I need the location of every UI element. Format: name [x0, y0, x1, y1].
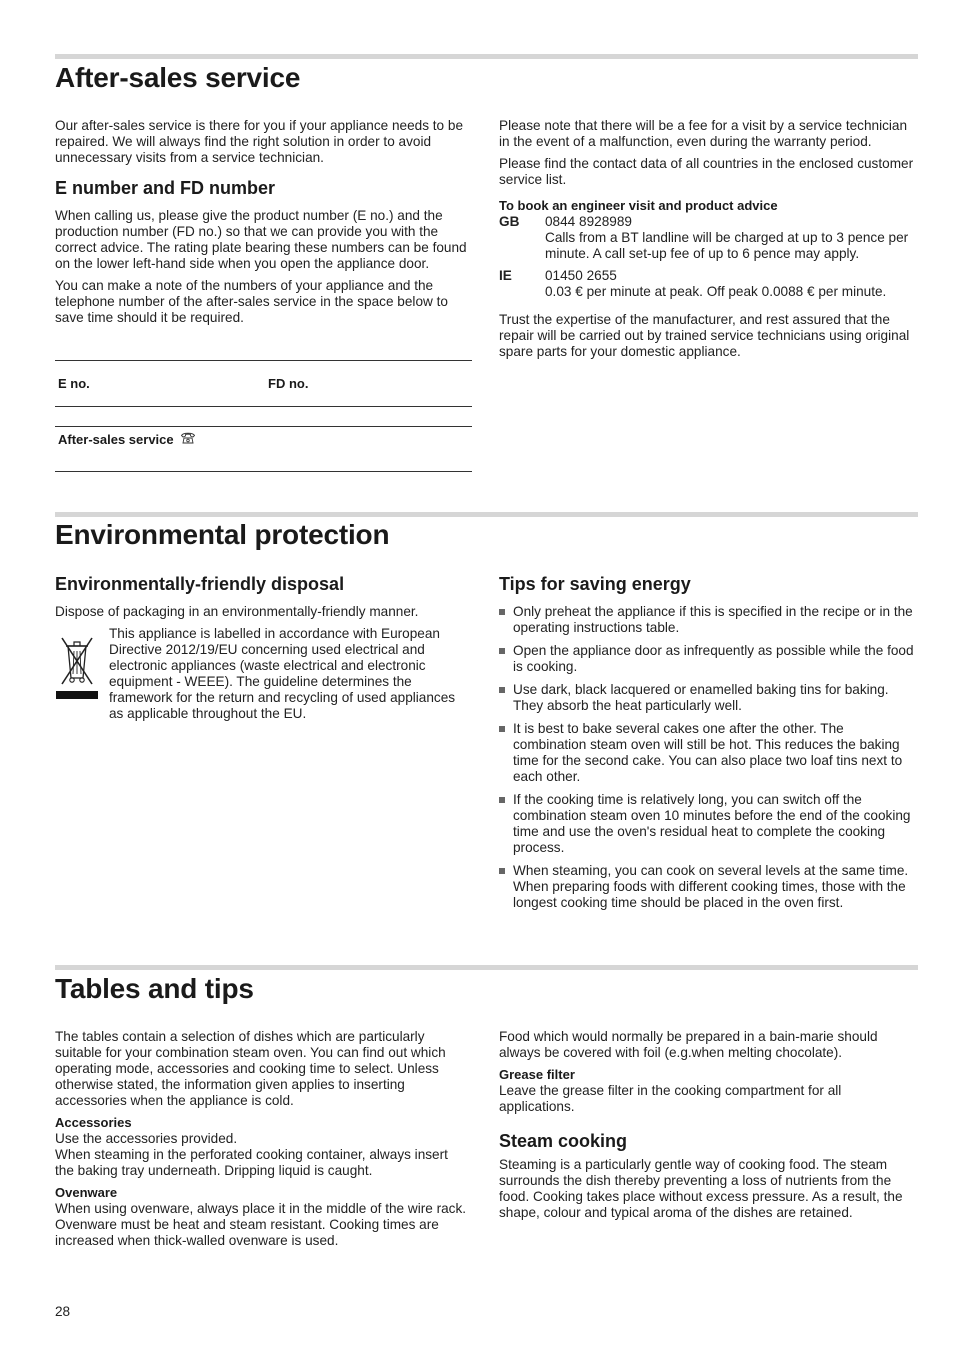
form-line — [55, 360, 472, 361]
accessories-paragraph-2: When steaming in the perforated cooking container, always insert the baking tray underneath. Dripping liquid is caught. — [55, 1147, 448, 1178]
grease-filter-heading: Grease filter — [499, 1067, 575, 1082]
country-code: GB — [499, 214, 520, 229]
accessories-paragraph-1: Use the accessories provided. — [55, 1131, 238, 1146]
tip-text: It is best to bake several cakes one after the other. The combination steam oven will still be hot. This reduces the baking time for the second cake. You can also place two loaf tins next to each other. — [513, 721, 903, 784]
tip-text: When steaming, you can cook on several levels at the same time. When preparing foods with different cooking times, those with the longest cooking time should be placed in the oven first. — [513, 863, 909, 910]
tables-right-column — [499, 1029, 914, 1227]
environment-right-column — [499, 574, 914, 918]
list-item — [499, 643, 914, 675]
grease-filter-paragraph: Leave the grease filter in the cooking compartment for all applications. — [499, 1083, 842, 1114]
fd-no-label: FD no. — [268, 376, 309, 391]
phone-number: 0844 8928989 — [545, 214, 632, 229]
bullet-icon — [499, 687, 505, 693]
enumber-paragraph-2: You can make a note of the numbers of your appliance and the telephone number of the after-sales service in the space below to save time should it be required. — [55, 278, 448, 325]
steam-cooking-heading: Steam cooking — [499, 1131, 628, 1151]
accessories-heading: Accessories — [55, 1115, 132, 1130]
phone-number: 01450 2655 — [545, 268, 617, 283]
after-sales-left-column — [55, 118, 470, 332]
bullet-icon — [499, 868, 505, 874]
tips-heading: Tips for saving energy — [499, 574, 691, 594]
crossed-out-wheelie-bin-icon — [55, 630, 99, 728]
list-item — [499, 682, 914, 714]
form-line — [55, 406, 472, 407]
environment-left-column — [55, 574, 470, 728]
fee-note: Please note that there will be a fee for a visit by a service technician in the event of a malfunction, even during the warranty period. — [499, 118, 908, 149]
list-item — [499, 604, 914, 636]
ovenware-heading: Ovenware — [55, 1185, 118, 1200]
section-title-after-sales: After-sales service — [55, 62, 301, 93]
section-title-environment: Environmental protection — [55, 519, 390, 550]
page-number: 28 — [55, 1304, 71, 1319]
tables-intro: The tables contain a selection of dishes which are particularly suitable for your combination steam oven. You can find out which operating mode, accessories and cooking time to select. Unless otherwise stated, the information given applies to inserting accessories when the appliance is cold. — [55, 1029, 446, 1108]
contact-note: Please find the contact data of all countries in the enclosed customer service list. — [499, 156, 914, 187]
steam-cooking-paragraph: Steaming is a particularly gentle way of cooking food. The steam surrounds the dish thereby preventing a loss of nutrients from the food. Cooking takes place without excess pressure. As a result, the shape, colour and typical aroma of the dishes are retained. — [499, 1157, 903, 1220]
phone-entry-ie — [499, 268, 914, 300]
list-item — [499, 721, 914, 785]
weee-notice — [55, 626, 470, 728]
section-title-tables: Tables and tips — [55, 973, 254, 1004]
after-sales-service-text: After-sales service — [58, 431, 174, 447]
list-item — [499, 792, 914, 856]
phone-entry-gb — [499, 214, 914, 262]
tip-text: Only preheat the appliance if this is specified in the recipe or in the operating instructions table. — [513, 604, 913, 635]
form-line — [55, 426, 472, 427]
country-code: IE — [499, 268, 512, 283]
trust-note: Trust the expertise of the manufacturer, and rest assured that the repair will be carried out by trained service technicians using original spare parts for your domestic appliance. — [499, 312, 910, 359]
form-line — [55, 471, 472, 472]
phone-note: 0.03 € per minute at peak. Off peak 0.0088 € per minute. — [545, 284, 887, 299]
list-item — [499, 863, 914, 911]
disposal-paragraph: Dispose of packaging in an environmentally-friendly manner. — [55, 604, 419, 619]
telephone-icon — [180, 431, 196, 447]
tip-text: Use dark, black lacquered or enamelled baking tins for baking. They absorb the heat particularly well. — [513, 682, 889, 713]
e-no-label: E no. — [58, 376, 90, 391]
disposal-heading: Environmentally-friendly disposal — [55, 574, 345, 594]
bullet-icon — [499, 648, 505, 654]
bullet-icon — [499, 609, 505, 615]
after-sales-service-label — [58, 431, 196, 447]
enumber-heading: E number and FD number — [55, 178, 276, 198]
section-rule — [55, 512, 918, 517]
phone-note: Calls from a BT landline will be charged at up to 3 pence per minute. A call set-up fee of up to 6 pence may apply. — [545, 230, 909, 261]
section-rule — [55, 54, 918, 59]
after-sales-right-column — [499, 118, 914, 366]
ovenware-paragraph-2: Ovenware must be heat and steam resistant. Cooking times are increased when thick-walled ovenware is used. — [55, 1217, 439, 1248]
bullet-icon — [499, 797, 505, 803]
bullet-icon — [499, 726, 505, 732]
enumber-paragraph-1: When calling us, please give the product number (E no.) and the production number (FD no.) so that we can provide you with the correct advice. The rating plate bearing these numbers can be found on the lower left-hand side when you open the appliance door. — [55, 208, 467, 271]
tables-left-column — [55, 1029, 470, 1255]
energy-tips-list — [499, 604, 914, 911]
tip-text: If the cooking time is relatively long, you can switch off the combination steam oven 10 minutes before the end of the cooking time and use the oven's residual heat to complete the cooking process. — [513, 792, 911, 855]
book-engineer-heading: To book an engineer visit and product advice — [499, 198, 778, 213]
after-sales-intro: Our after-sales service is there for you if your appliance needs to be repaired. We will always find the right solution in order to avoid unnecessary visits from a service technician. — [55, 118, 464, 165]
bain-marie-paragraph: Food which would normally be prepared in a bain-marie should always be covered with foil (e.g.when melting chocolate). — [499, 1029, 878, 1060]
tip-text: Open the appliance door as infrequently as possible while the food is cooking. — [513, 643, 914, 674]
ovenware-paragraph-1: When using ovenware, always place it in the middle of the wire rack. — [55, 1201, 467, 1216]
service-note-form — [55, 360, 472, 472]
section-rule — [55, 965, 918, 970]
weee-text: This appliance is labelled in accordance with European Directive 2012/19/EU concerning used electrical and electronic appliances (waste electrical and electronic equipment - WEEE). The guideline determines the framework for the return and recycling of used appliances as applicable throughout the EU. — [109, 626, 456, 721]
